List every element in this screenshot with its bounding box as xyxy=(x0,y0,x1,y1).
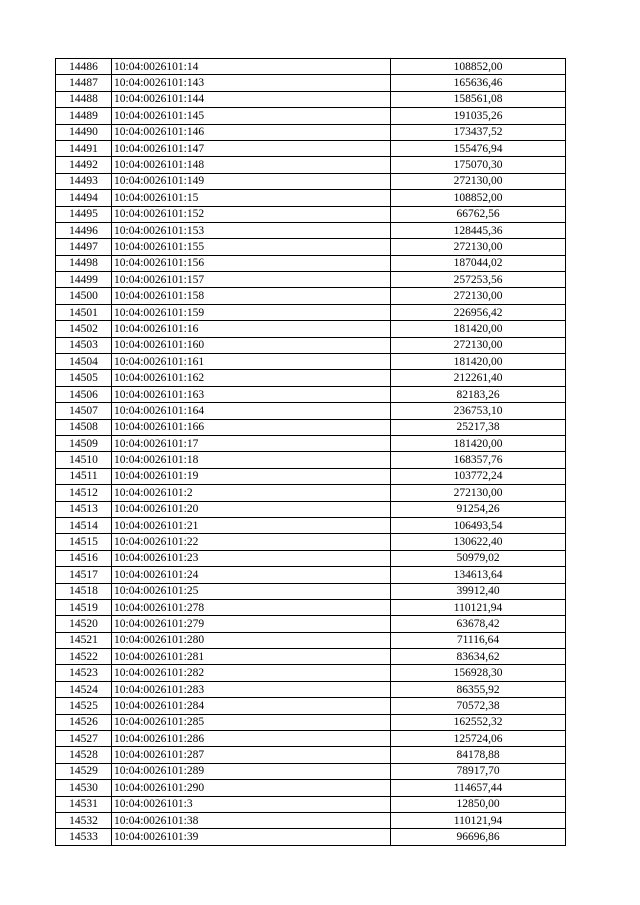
value-cell: 84178,88 xyxy=(391,747,566,763)
cadastral-number-cell: 10:04:0026101:14 xyxy=(112,59,391,75)
table-row xyxy=(56,534,566,550)
cadastral-number-cell: 10:04:0026101:281 xyxy=(112,649,391,665)
value-cell: 25217,38 xyxy=(391,419,566,435)
cadastral-number-cell: 10:04:0026101:148 xyxy=(112,157,391,173)
cadastral-number-cell: 10:04:0026101:17 xyxy=(112,435,391,451)
table-row xyxy=(56,517,566,533)
cadastral-number-cell: 10:04:0026101:282 xyxy=(112,665,391,681)
row-number-cell: 14516 xyxy=(56,550,112,566)
table-row xyxy=(56,714,566,730)
table-row xyxy=(56,91,566,107)
value-cell: 91254,26 xyxy=(391,501,566,517)
table-row xyxy=(56,403,566,419)
table-row xyxy=(56,354,566,370)
value-cell: 191035,26 xyxy=(391,108,566,124)
row-number-cell: 14517 xyxy=(56,567,112,583)
row-number-cell: 14509 xyxy=(56,435,112,451)
row-number-cell: 14525 xyxy=(56,698,112,714)
row-number-cell: 14500 xyxy=(56,288,112,304)
row-number-cell: 14507 xyxy=(56,403,112,419)
cadastral-number-cell: 10:04:0026101:149 xyxy=(112,173,391,189)
row-number-cell: 14487 xyxy=(56,75,112,91)
cadastral-number-cell: 10:04:0026101:289 xyxy=(112,763,391,779)
table-row xyxy=(56,108,566,124)
row-number-cell: 14524 xyxy=(56,681,112,697)
value-cell: 162552,32 xyxy=(391,714,566,730)
row-number-cell: 14497 xyxy=(56,239,112,255)
cadastral-number-cell: 10:04:0026101:155 xyxy=(112,239,391,255)
row-number-cell: 14523 xyxy=(56,665,112,681)
cadastral-number-cell: 10:04:0026101:39 xyxy=(112,829,391,845)
table-row xyxy=(56,452,566,468)
value-cell: 108852,00 xyxy=(391,59,566,75)
table-row xyxy=(56,747,566,763)
value-cell: 168357,76 xyxy=(391,452,566,468)
table-row xyxy=(56,616,566,632)
row-number-cell: 14492 xyxy=(56,157,112,173)
cadastral-number-cell: 10:04:0026101:146 xyxy=(112,124,391,140)
row-number-cell: 14505 xyxy=(56,370,112,386)
cadastral-number-cell: 10:04:0026101:290 xyxy=(112,780,391,796)
row-number-cell: 14530 xyxy=(56,780,112,796)
table-body xyxy=(56,59,566,846)
row-number-cell: 14495 xyxy=(56,206,112,222)
cadastral-number-cell: 10:04:0026101:160 xyxy=(112,337,391,353)
value-cell: 226956,42 xyxy=(391,304,566,320)
row-number-cell: 14533 xyxy=(56,829,112,845)
row-number-cell: 14490 xyxy=(56,124,112,140)
row-number-cell: 14504 xyxy=(56,354,112,370)
cadastral-number-cell: 10:04:0026101:280 xyxy=(112,632,391,648)
cadastral-number-cell: 10:04:0026101:157 xyxy=(112,272,391,288)
table-row xyxy=(56,649,566,665)
row-number-cell: 14493 xyxy=(56,173,112,189)
cadastral-number-cell: 10:04:0026101:145 xyxy=(112,108,391,124)
value-cell: 12850,00 xyxy=(391,796,566,812)
cadastral-number-cell: 10:04:0026101:19 xyxy=(112,468,391,484)
table-row xyxy=(56,419,566,435)
cadastral-number-cell: 10:04:0026101:2 xyxy=(112,485,391,501)
value-cell: 272130,00 xyxy=(391,173,566,189)
cadastral-number-cell: 10:04:0026101:143 xyxy=(112,75,391,91)
cadastral-number-cell: 10:04:0026101:287 xyxy=(112,747,391,763)
row-number-cell: 14514 xyxy=(56,517,112,533)
cadastral-number-cell: 10:04:0026101:153 xyxy=(112,222,391,238)
cadastral-number-cell: 10:04:0026101:285 xyxy=(112,714,391,730)
table-row xyxy=(56,599,566,615)
value-cell: 39912,40 xyxy=(391,583,566,599)
value-cell: 114657,44 xyxy=(391,780,566,796)
value-cell: 165636,46 xyxy=(391,75,566,91)
value-cell: 130622,40 xyxy=(391,534,566,550)
table-row xyxy=(56,386,566,402)
value-cell: 156928,30 xyxy=(391,665,566,681)
cadastral-number-cell: 10:04:0026101:23 xyxy=(112,550,391,566)
value-cell: 212261,40 xyxy=(391,370,566,386)
table-row xyxy=(56,763,566,779)
value-cell: 106493,54 xyxy=(391,517,566,533)
table-row xyxy=(56,468,566,484)
table-row xyxy=(56,75,566,91)
value-cell: 257253,56 xyxy=(391,272,566,288)
cadastral-number-cell: 10:04:0026101:278 xyxy=(112,599,391,615)
row-number-cell: 14511 xyxy=(56,468,112,484)
row-number-cell: 14506 xyxy=(56,386,112,402)
value-cell: 86355,92 xyxy=(391,681,566,697)
cadastral-number-cell: 10:04:0026101:284 xyxy=(112,698,391,714)
value-cell: 110121,94 xyxy=(391,599,566,615)
value-cell: 272130,00 xyxy=(391,485,566,501)
cadastral-number-cell: 10:04:0026101:21 xyxy=(112,517,391,533)
cadastral-number-cell: 10:04:0026101:20 xyxy=(112,501,391,517)
row-number-cell: 14521 xyxy=(56,632,112,648)
value-cell: 187044,02 xyxy=(391,255,566,271)
table-row xyxy=(56,698,566,714)
row-number-cell: 14501 xyxy=(56,304,112,320)
value-cell: 96696,86 xyxy=(391,829,566,845)
row-number-cell: 14526 xyxy=(56,714,112,730)
table-row xyxy=(56,157,566,173)
row-number-cell: 14518 xyxy=(56,583,112,599)
row-number-cell: 14532 xyxy=(56,812,112,828)
value-cell: 128445,36 xyxy=(391,222,566,238)
value-cell: 78917,70 xyxy=(391,763,566,779)
cadastral-number-cell: 10:04:0026101:25 xyxy=(112,583,391,599)
table-row xyxy=(56,321,566,337)
table-row xyxy=(56,501,566,517)
row-number-cell: 14503 xyxy=(56,337,112,353)
row-number-cell: 14527 xyxy=(56,731,112,747)
row-number-cell: 14522 xyxy=(56,649,112,665)
table-row xyxy=(56,665,566,681)
cadastral-number-cell: 10:04:0026101:147 xyxy=(112,140,391,156)
cadastral-number-cell: 10:04:0026101:159 xyxy=(112,304,391,320)
row-number-cell: 14502 xyxy=(56,321,112,337)
cadastral-number-cell: 10:04:0026101:15 xyxy=(112,190,391,206)
value-cell: 125724,06 xyxy=(391,731,566,747)
row-number-cell: 14488 xyxy=(56,91,112,107)
row-number-cell: 14528 xyxy=(56,747,112,763)
table-row xyxy=(56,304,566,320)
table-row xyxy=(56,124,566,140)
value-cell: 82183,26 xyxy=(391,386,566,402)
row-number-cell: 14510 xyxy=(56,452,112,468)
table-row xyxy=(56,288,566,304)
table-row xyxy=(56,567,566,583)
cadastral-number-cell: 10:04:0026101:286 xyxy=(112,731,391,747)
value-cell: 181420,00 xyxy=(391,321,566,337)
row-number-cell: 14498 xyxy=(56,255,112,271)
table-row xyxy=(56,796,566,812)
row-number-cell: 14489 xyxy=(56,108,112,124)
table-row xyxy=(56,190,566,206)
table-row xyxy=(56,583,566,599)
table-row xyxy=(56,206,566,222)
cadastral-number-cell: 10:04:0026101:163 xyxy=(112,386,391,402)
row-number-cell: 14513 xyxy=(56,501,112,517)
table-row xyxy=(56,485,566,501)
table-row xyxy=(56,435,566,451)
cadastral-number-cell: 10:04:0026101:283 xyxy=(112,681,391,697)
cadastral-number-cell: 10:04:0026101:166 xyxy=(112,419,391,435)
table-row xyxy=(56,173,566,189)
row-number-cell: 14529 xyxy=(56,763,112,779)
table-row xyxy=(56,812,566,828)
value-cell: 236753,10 xyxy=(391,403,566,419)
cadastral-number-cell: 10:04:0026101:16 xyxy=(112,321,391,337)
table-row xyxy=(56,550,566,566)
cadastral-number-cell: 10:04:0026101:22 xyxy=(112,534,391,550)
table-row xyxy=(56,632,566,648)
table-row xyxy=(56,255,566,271)
row-number-cell: 14491 xyxy=(56,140,112,156)
cadastral-number-cell: 10:04:0026101:152 xyxy=(112,206,391,222)
cadastral-value-table xyxy=(55,58,566,846)
table-row xyxy=(56,780,566,796)
value-cell: 173437,52 xyxy=(391,124,566,140)
cadastral-number-cell: 10:04:0026101:279 xyxy=(112,616,391,632)
value-cell: 272130,00 xyxy=(391,337,566,353)
value-cell: 155476,94 xyxy=(391,140,566,156)
value-cell: 134613,64 xyxy=(391,567,566,583)
table-row xyxy=(56,272,566,288)
row-number-cell: 14531 xyxy=(56,796,112,812)
table-row xyxy=(56,829,566,845)
row-number-cell: 14494 xyxy=(56,190,112,206)
table-row xyxy=(56,140,566,156)
cadastral-number-cell: 10:04:0026101:158 xyxy=(112,288,391,304)
cadastral-number-cell: 10:04:0026101:18 xyxy=(112,452,391,468)
table-row xyxy=(56,222,566,238)
value-cell: 50979,02 xyxy=(391,550,566,566)
value-cell: 158561,08 xyxy=(391,91,566,107)
cadastral-number-cell: 10:04:0026101:144 xyxy=(112,91,391,107)
row-number-cell: 14508 xyxy=(56,419,112,435)
row-number-cell: 14515 xyxy=(56,534,112,550)
row-number-cell: 14499 xyxy=(56,272,112,288)
cadastral-number-cell: 10:04:0026101:3 xyxy=(112,796,391,812)
cadastral-number-cell: 10:04:0026101:164 xyxy=(112,403,391,419)
row-number-cell: 14512 xyxy=(56,485,112,501)
row-number-cell: 14519 xyxy=(56,599,112,615)
table-row xyxy=(56,731,566,747)
cadastral-number-cell: 10:04:0026101:161 xyxy=(112,354,391,370)
value-cell: 181420,00 xyxy=(391,435,566,451)
value-cell: 63678,42 xyxy=(391,616,566,632)
value-cell: 272130,00 xyxy=(391,288,566,304)
value-cell: 103772,24 xyxy=(391,468,566,484)
table-row xyxy=(56,337,566,353)
cadastral-number-cell: 10:04:0026101:162 xyxy=(112,370,391,386)
cadastral-number-cell: 10:04:0026101:38 xyxy=(112,812,391,828)
value-cell: 108852,00 xyxy=(391,190,566,206)
cadastral-number-cell: 10:04:0026101:24 xyxy=(112,567,391,583)
table-row xyxy=(56,59,566,75)
value-cell: 110121,94 xyxy=(391,812,566,828)
table-row xyxy=(56,239,566,255)
value-cell: 71116,64 xyxy=(391,632,566,648)
value-cell: 175070,30 xyxy=(391,157,566,173)
cadastral-number-cell: 10:04:0026101:156 xyxy=(112,255,391,271)
value-cell: 66762,56 xyxy=(391,206,566,222)
value-cell: 181420,00 xyxy=(391,354,566,370)
value-cell: 83634,62 xyxy=(391,649,566,665)
row-number-cell: 14496 xyxy=(56,222,112,238)
value-cell: 272130,00 xyxy=(391,239,566,255)
row-number-cell: 14486 xyxy=(56,59,112,75)
row-number-cell: 14520 xyxy=(56,616,112,632)
table-row xyxy=(56,681,566,697)
value-cell: 70572,38 xyxy=(391,698,566,714)
table-row xyxy=(56,370,566,386)
